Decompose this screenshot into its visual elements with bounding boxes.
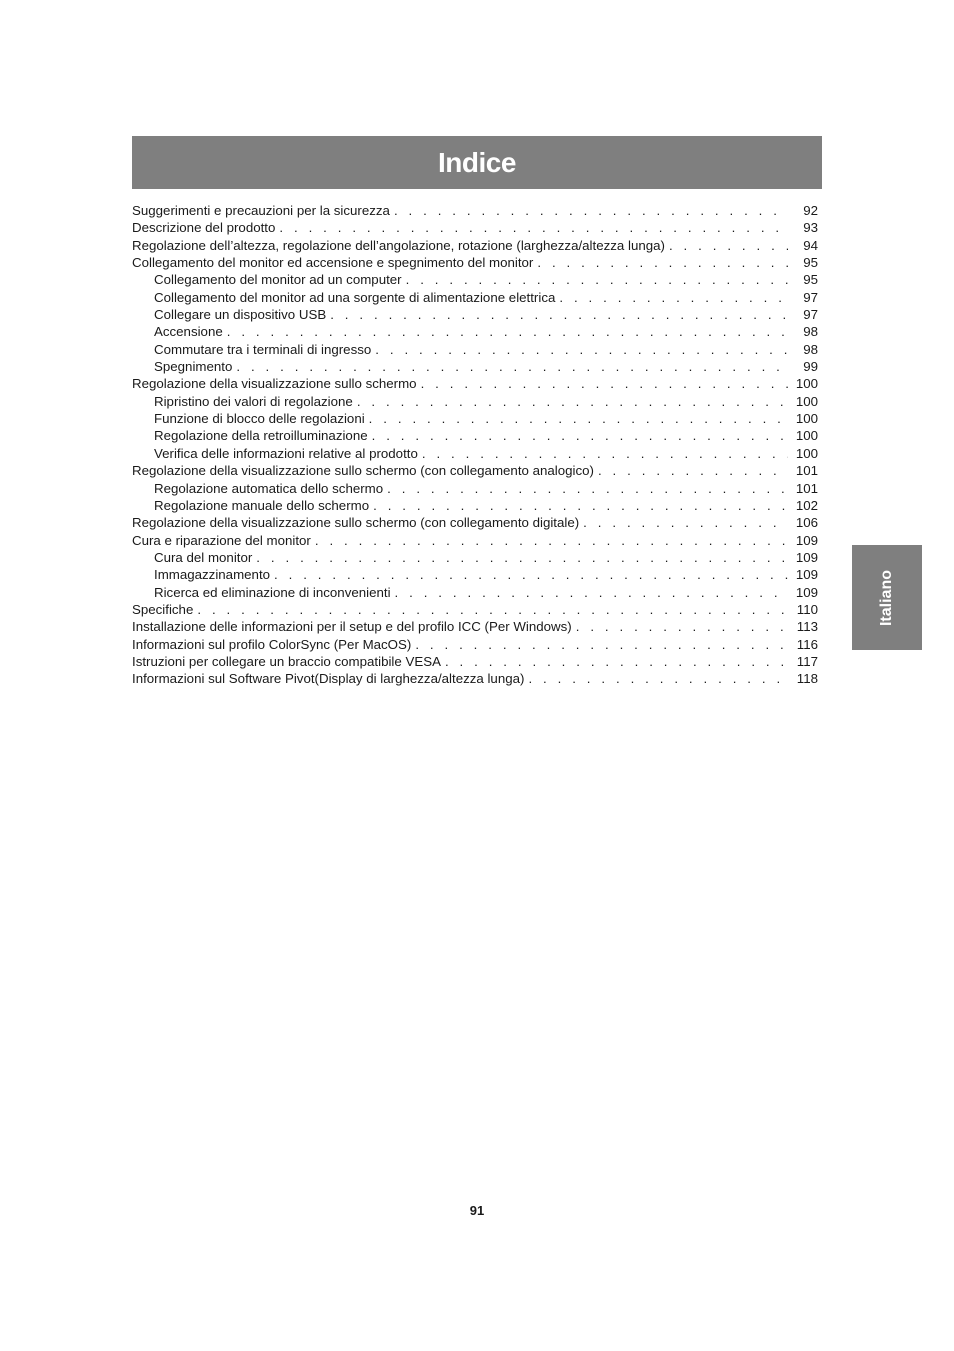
toc-entry-title: Cura del monitor [154,549,253,565]
toc-entry-page: 97 [803,289,818,305]
toc-entry[interactable] [132,514,818,531]
toc-entry[interactable] [132,375,818,392]
toc-entry[interactable] [132,271,818,288]
toc-entry-title: Installazione delle informazioni per il setup e del profilo ICC (Per Windows) [132,619,572,635]
toc-entry-title: Regolazione della retroilluminazione [154,428,368,444]
toc-entry-page: 97 [803,307,818,323]
toc-entry-page: 102 [795,497,818,513]
toc-entry[interactable] [132,341,818,358]
toc-entry-page: 118 [796,671,818,687]
toc-entry-title: Funzione di blocco delle regolazioni [154,411,365,427]
toc-entry[interactable] [132,653,818,670]
toc-entry-page: 109 [795,532,818,548]
toc-entry-page: 110 [796,601,818,617]
toc-dot-leader [559,289,788,306]
toc-entry-page: 92 [803,203,818,218]
toc-dot-leader [279,219,788,236]
toc-entry[interactable] [132,427,818,444]
toc-entry[interactable] [132,601,818,618]
toc-entry[interactable] [132,410,818,427]
toc-entry-title: Collegare un dispositivo USB [154,307,327,323]
toc-entry-page: 109 [795,584,818,600]
toc-dot-leader [274,566,788,583]
toc-entry-title: Verifica delle informazioni relative al prodotto [154,445,418,461]
language-label: Italiano [877,569,895,626]
toc-entry[interactable] [132,358,818,375]
toc-entry-page: 113 [796,619,818,635]
toc-entry-title: Immagazzinamento [154,567,271,583]
toc-entry-page: 98 [803,341,818,357]
toc-dot-leader [421,375,788,392]
toc-entry[interactable] [132,219,818,236]
toc-dot-leader [387,480,788,497]
toc-entry-title: Regolazione automatica dello schermo [154,480,384,496]
toc-dot-leader [537,254,788,271]
toc-entry[interactable] [132,323,818,340]
page-number: 91 [469,1203,485,1218]
toc-entry[interactable] [132,462,818,479]
toc-entry[interactable] [132,584,818,601]
toc-entry-title: Collegamento del monitor ed accensione e spegnimento del monitor [132,255,534,271]
toc-entry-title: Istruzioni per collegare un braccio compatibile VESA [132,653,441,669]
toc-dot-leader [315,532,788,549]
toc-entry-title: Collegamento del monitor ad una sorgente di alimentazione elettrica [154,289,556,305]
toc-entry-title: Ricerca ed eliminazione di inconvenienti [154,584,391,600]
toc-entry-page: 100 [795,393,818,409]
toc-dot-leader [394,202,788,219]
toc-entry-title: Regolazione dell’altezza, regolazione dell’angolazione, rotazione (larghezza/altezza lunga) [132,237,665,253]
toc-dot-leader [422,445,788,462]
toc-entry-page: 100 [795,411,818,427]
toc-entry-page: 99 [803,359,818,375]
toc-dot-leader [576,618,788,635]
toc-dot-leader [375,341,788,358]
toc-entry[interactable] [132,636,818,653]
toc-dot-leader [236,358,788,375]
toc-dot-leader [406,271,788,288]
toc-entry[interactable] [132,670,818,687]
page-title: Indice [438,146,516,178]
toc-dot-leader [227,323,788,340]
toc-entry-title: Ripristino dei valori di regolazione [154,393,353,409]
toc-dot-leader [669,237,788,254]
toc-entry-title: Regolazione della visualizzazione sullo schermo [132,376,417,392]
toc-entry-page: 109 [795,549,818,565]
toc-entry[interactable] [132,254,818,271]
toc-entry[interactable] [132,618,818,635]
language-side-tab [852,545,922,650]
toc-dot-leader [256,549,788,566]
toc-entry-page: 101 [795,463,818,479]
toc-entry-page: 117 [796,653,818,669]
toc-entry-title: Informazioni sul profilo ColorSync (Per MacOS) [132,636,412,652]
toc-entry-title: Descrizione del prodotto [132,220,276,236]
title-banner [132,136,822,189]
toc-dot-leader [415,636,788,653]
toc-dot-leader [330,306,788,323]
toc-entry[interactable] [132,532,818,549]
toc-entry-title: Informazioni sul Software Pivot(Display di larghezza/altezza lunga) [132,671,525,687]
toc-dot-leader [583,514,788,531]
toc-entry-title: Regolazione manuale dello schermo [154,497,370,513]
toc-entry-page: 95 [803,272,818,288]
toc-entry-page: 116 [796,636,818,652]
toc-entry[interactable] [132,566,818,583]
toc-entry-page: 101 [795,480,818,496]
toc-entry[interactable] [132,306,818,323]
toc-entry-title: Suggerimenti e precauzioni per la sicurezza [132,203,390,218]
toc-entry-title: Regolazione della visualizzazione sullo schermo (con collegamento analogico) [132,463,594,479]
toc-entry-title: Regolazione della visualizzazione sullo schermo (con collegamento digitale) [132,515,580,531]
toc-entry-page: 100 [795,428,818,444]
toc-dot-leader [357,393,788,410]
toc-entry-page: 94 [803,237,818,253]
toc-dot-leader [445,653,788,670]
table-of-contents [132,202,818,688]
toc-entry[interactable] [132,445,818,462]
toc-dot-leader [395,584,788,601]
toc-entry-title: Commutare tra i terminali di ingresso [154,341,372,357]
toc-entry-page: 95 [803,255,818,271]
toc-entry-page: 106 [795,515,818,531]
toc-dot-leader [197,601,788,618]
toc-entry-title: Cura e riparazione del monitor [132,532,311,548]
toc-entry-page: 100 [795,445,818,461]
toc-entry[interactable] [132,202,818,219]
toc-entry-title: Specifiche [132,601,194,617]
toc-entry-title: Collegamento del monitor ad un computer [154,272,402,288]
toc-entry-page: 93 [803,220,818,236]
toc-entry-page: 100 [795,376,818,392]
toc-dot-leader [598,462,788,479]
toc-entry-page: 98 [803,324,818,340]
toc-entry[interactable] [132,480,818,497]
toc-entry[interactable] [132,549,818,566]
toc-entry[interactable] [132,289,818,306]
toc-dot-leader [373,497,788,514]
toc-entry-title: Accensione [154,324,223,340]
toc-entry[interactable] [132,497,818,514]
toc-entry-title: Spegnimento [154,359,233,375]
toc-dot-leader [528,670,788,687]
toc-dot-leader [372,427,788,444]
toc-entry[interactable] [132,393,818,410]
toc-entry-page: 109 [795,567,818,583]
toc-entry[interactable] [132,237,818,254]
toc-dot-leader [369,410,788,427]
